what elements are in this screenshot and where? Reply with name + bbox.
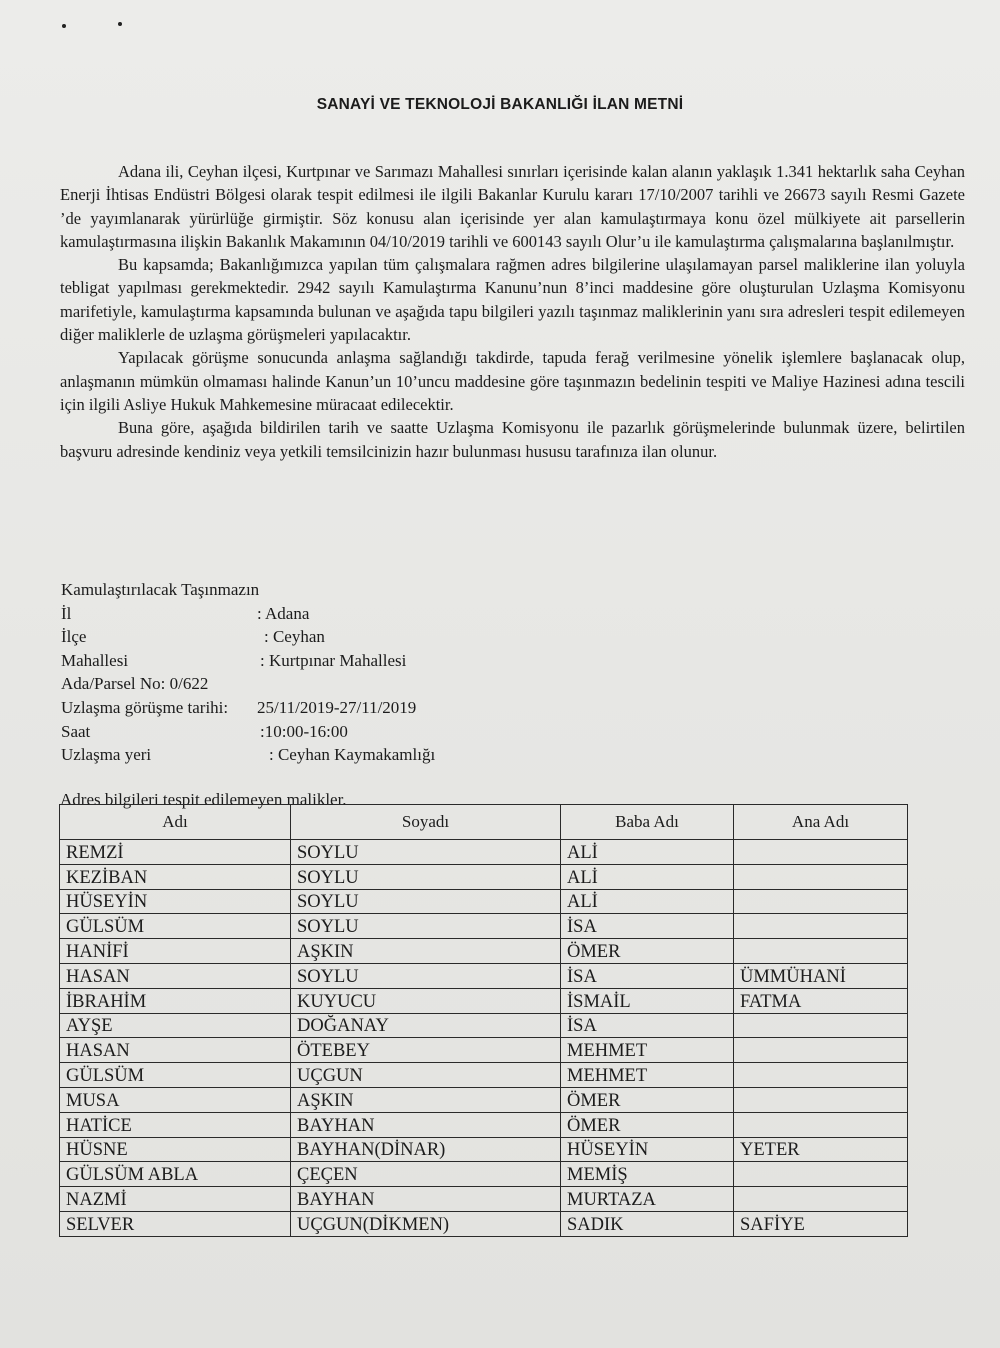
mahalle-label: Mahallesi: [61, 650, 129, 670]
announcement-body: [60, 160, 965, 463]
owner-name-cell: İBRAHİM: [60, 988, 291, 1013]
table-row: [60, 840, 908, 865]
father-name-cell: İSMAİL: [561, 988, 734, 1013]
owner-name-cell: GÜLSÜM ABLA: [60, 1162, 291, 1187]
mother-name-cell: [734, 1187, 908, 1212]
father-name-cell: MURTAZA: [561, 1187, 734, 1212]
owner-surname-cell: SOYLU: [291, 864, 561, 889]
table-row: [60, 1211, 908, 1236]
mother-name-cell: ÜMMÜHANİ: [734, 963, 908, 988]
table-row: [60, 1162, 908, 1187]
table-row: [60, 1112, 908, 1137]
mother-name-cell: SAFİYE: [734, 1211, 908, 1236]
father-name-cell: ÖMER: [561, 1087, 734, 1112]
mother-name-cell: FATMA: [734, 988, 908, 1013]
owner-surname-cell: AŞKIN: [291, 939, 561, 964]
owner-surname-cell: KUYUCU: [291, 988, 561, 1013]
owner-name-cell: HÜSNE: [60, 1137, 291, 1162]
mother-name-cell: [734, 1013, 908, 1038]
il-value: : Adana: [257, 603, 310, 623]
table-header-row: [60, 805, 908, 840]
table-row: [60, 914, 908, 939]
father-name-cell: İSA: [561, 963, 734, 988]
mother-name-cell: [734, 1162, 908, 1187]
table-row: [60, 939, 908, 964]
father-name-cell: ÖMER: [561, 1112, 734, 1137]
father-name-cell: MEHMET: [561, 1063, 734, 1088]
father-name-cell: SADIK: [561, 1211, 734, 1236]
table-row: [60, 1038, 908, 1063]
father-name-cell: HÜSEYİN: [561, 1137, 734, 1162]
document-title: SANAYİ VE TEKNOLOJİ BAKANLIĞI İLAN METNİ: [316, 96, 684, 113]
table-row: [60, 1013, 908, 1038]
owner-name-cell: HATİCE: [60, 1112, 291, 1137]
owner-name-cell: AYŞE: [60, 1013, 291, 1038]
father-name-cell: İSA: [561, 914, 734, 939]
owner-name-cell: MUSA: [60, 1087, 291, 1112]
mother-name-cell: [734, 939, 908, 964]
owner-name-cell: HÜSEYİN: [60, 889, 291, 914]
saat-label: Saat: [61, 721, 91, 741]
table-row: [60, 963, 908, 988]
paragraph: Bu kapsamda; Bakanlığımızca yapılan tüm çalışmalara rağmen adres bilgilerine ulaşılamayan parsel maliklerine ilan yoluyla tebligat yapılması gerekmektedir. 2942 sayılı Kamulaştırma Kanunu’nun 8’inci maddesine göre oluşturulan Uzlaşma Komisyonu marifetiyle, kamulaştırma kapsamında bulunan ve aşağıda tapu bilgileri yazılı taşınmaz maliklerinin yanı sıra adresleri tespit edilemeyen diğer maliklerle de uzlaşma görüşmeleri yapılacaktır.: [60, 255, 965, 345]
owner-surname-cell: BAYHAN(DİNAR): [291, 1137, 561, 1162]
owner-name-cell: HASAN: [60, 1038, 291, 1063]
paragraph: Yapılacak görüşme sonucunda anlaşma sağlandığı takdirde, tapuda ferağ verilmesine yönelik işlemlere başlanacak olup, anlaşmanın mümkün olmaması halinde Kanun’un 10’uncu maddesine göre taşınmazın bedelinin tespiti ve Maliye Hazinesi adına tescili için ilgili Asliye Hukuk Mahkemesine müracaat edilecektir.: [60, 348, 965, 414]
scan-mark: [62, 24, 66, 28]
owners-table: [59, 804, 908, 1237]
tarih-value: 25/11/2019-27/11/2019: [257, 697, 417, 717]
owner-surname-cell: UÇGUN: [291, 1063, 561, 1088]
father-name-cell: ALİ: [561, 840, 734, 865]
father-name-cell: ALİ: [561, 864, 734, 889]
saat-value: :10:00-16:00: [260, 721, 348, 741]
father-name-cell: ÖMER: [561, 939, 734, 964]
table-caption: Adres bilgileri tespit edilemeyen malikler.: [60, 790, 347, 809]
owner-surname-cell: ÇEÇEN: [291, 1162, 561, 1187]
father-name-cell: ALİ: [561, 889, 734, 914]
table-row: [60, 1137, 908, 1162]
owner-surname-cell: SOYLU: [291, 840, 561, 865]
mother-name-cell: [734, 864, 908, 889]
owner-surname-cell: SOYLU: [291, 963, 561, 988]
owner-name-cell: KEZİBAN: [60, 864, 291, 889]
owner-name-cell: GÜLSÜM: [60, 914, 291, 939]
mother-name-cell: YETER: [734, 1137, 908, 1162]
father-name-cell: MEMİŞ: [561, 1162, 734, 1187]
yer-value: : Ceyhan Kaymakamlığı: [269, 745, 436, 765]
owner-name-cell: SELVER: [60, 1211, 291, 1236]
paragraph: Buna göre, aşağıda bildirilen tarih ve saatte Uzlaşma Komisyonu ile pazarlık görüşmelerinde bulunmak üzere, belirtilen başvuru adresinde kendiniz veya yetkili temsilcinizin hazır bulunması hususu tarafınıza ilan olunur.: [60, 418, 965, 461]
mahalle-value: : Kurtpınar Mahallesi: [260, 650, 407, 670]
owner-name-cell: REMZİ: [60, 840, 291, 865]
mother-name-cell: [734, 840, 908, 865]
ilce-value: : Ceyhan: [264, 627, 325, 647]
column-header: Baba Adı: [561, 805, 734, 840]
father-name-cell: MEHMET: [561, 1038, 734, 1063]
owner-surname-cell: SOYLU: [291, 914, 561, 939]
mother-name-cell: [734, 1087, 908, 1112]
scan-mark: [118, 22, 122, 26]
table-row: [60, 889, 908, 914]
owners-table-body: [60, 840, 908, 1237]
owner-surname-cell: ÖTEBEY: [291, 1038, 561, 1063]
property-heading: Kamulaştırılacak Taşınmazın: [61, 580, 260, 599]
owner-surname-cell: SOYLU: [291, 889, 561, 914]
yer-label: Uzlaşma yeri: [61, 745, 152, 765]
mother-name-cell: [734, 1038, 908, 1063]
paragraph: Adana ili, Ceyhan ilçesi, Kurtpınar ve Sarımazı Mahallesi sınırları içerisinde kalan alanın yaklaşık 1.341 hektarlık saha Ceyhan Enerji İhtisas Endüstri Bölgesi olarak tespit edilmesi ile ilgili Bakanlar Kurulu kararı 17/10/2007 tarihli ve 26673 sayılı Resmi Gazete ’de yayımlanarak yürürlüğe girmiştir. Söz konusu alan içerisinde yer alan kamulaştırmaya konu özel mülkiyete ait parsellerin kamulaştırmasına ilişkin Bakanlık Makamının 04/10/2019 tarihli ve 600143 sayılı Olur’u ile kamulaştırma çalışmalarına başlanılmıştır.: [60, 162, 965, 251]
owner-surname-cell: BAYHAN: [291, 1112, 561, 1137]
father-name-cell: İSA: [561, 1013, 734, 1038]
owner-name-cell: GÜLSÜM: [60, 1063, 291, 1088]
il-label: İl: [61, 603, 72, 623]
owner-surname-cell: BAYHAN: [291, 1187, 561, 1212]
column-header: Soyadı: [291, 805, 561, 840]
table-row: [60, 988, 908, 1013]
mother-name-cell: [734, 1112, 908, 1137]
table-row: [60, 1087, 908, 1112]
mother-name-cell: [734, 889, 908, 914]
column-header: Adı: [60, 805, 291, 840]
table-row: [60, 1063, 908, 1088]
owner-surname-cell: UÇGUN(DİKMEN): [291, 1211, 561, 1236]
table-row: [60, 864, 908, 889]
owner-name-cell: HASAN: [60, 963, 291, 988]
owner-name-cell: HANİFİ: [60, 939, 291, 964]
column-header: Ana Adı: [734, 805, 908, 840]
parsel-line: Ada/Parsel No: 0/622: [61, 674, 209, 694]
table-row: [60, 1187, 908, 1212]
owner-name-cell: NAZMİ: [60, 1187, 291, 1212]
ilce-label: İlçe: [61, 627, 87, 647]
owner-surname-cell: DOĞANAY: [291, 1013, 561, 1038]
tarih-label: Uzlaşma görüşme tarihi:: [61, 697, 229, 717]
owner-surname-cell: AŞKIN: [291, 1087, 561, 1112]
mother-name-cell: [734, 914, 908, 939]
mother-name-cell: [734, 1063, 908, 1088]
